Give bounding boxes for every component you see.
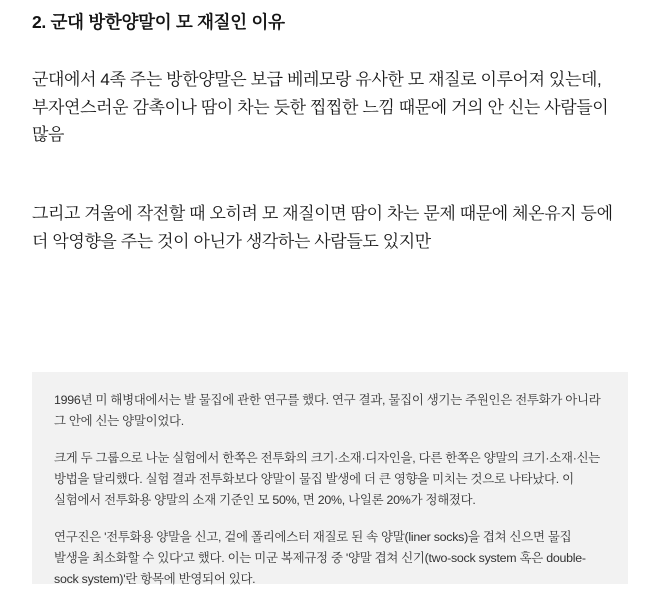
body-paragraph-1: 군대에서 4족 주는 방한양말은 보급 베레모랑 유사한 모 재질로 이루어져 있는데, 부자연스러운 감촉이나 땀이 차는 듯한 찝찝한 느낌 때문에 거의 안 신는 사람들이 많음 [32,70,609,145]
quote-paragraph-3: 연구진은 '전투화용 양말을 신고, 겉에 폴리에스터 재질로 된 속 양말(liner socks)을 겹쳐 신으면 물집 발생을 최소화할 수 있다'고 했다. 이는 미군 복제규정 중 '양말 겹쳐 신기(two-sock system 혹은 double-sock system)'란 항목에 반영되어 있다. [54,529,586,587]
quote-callout [32,372,628,587]
quote-paragraph-2: 크게 두 그룹으로 나눈 실험에서 한쪽은 전투화의 크기·소재·디자인을, 다른 한쪽은 양말의 크기·소재·신는 방법을 달리했다. 실험 결과 전투화보다 양말이 물집 발생에 더 큰 영향을 미치는 것으로 나타났다. 이 실험에서 전투화용 양말의 소재 기준인 모 50%, 면 20%, 나일론 20%가 정해졌다. [54,450,601,508]
body-paragraph-2: 그리고 겨울에 작전할 때 오히려 모 재질이면 땀이 차는 문제 때문에 체온유지 등에 더 악영향을 주는 것이 아닌가 생각하는 사람들도 있지만 [32,204,613,251]
page-title: 2. 군대 방한양말이 모 재질인 이유 [32,12,285,32]
quote-paragraph-1: 1996년 미 해병대에서는 발 물집에 관한 연구를 했다. 연구 결과, 물집이 생기는 주원인은 전투화가 아니라 그 안에 신는 양말이었다. [54,393,601,429]
